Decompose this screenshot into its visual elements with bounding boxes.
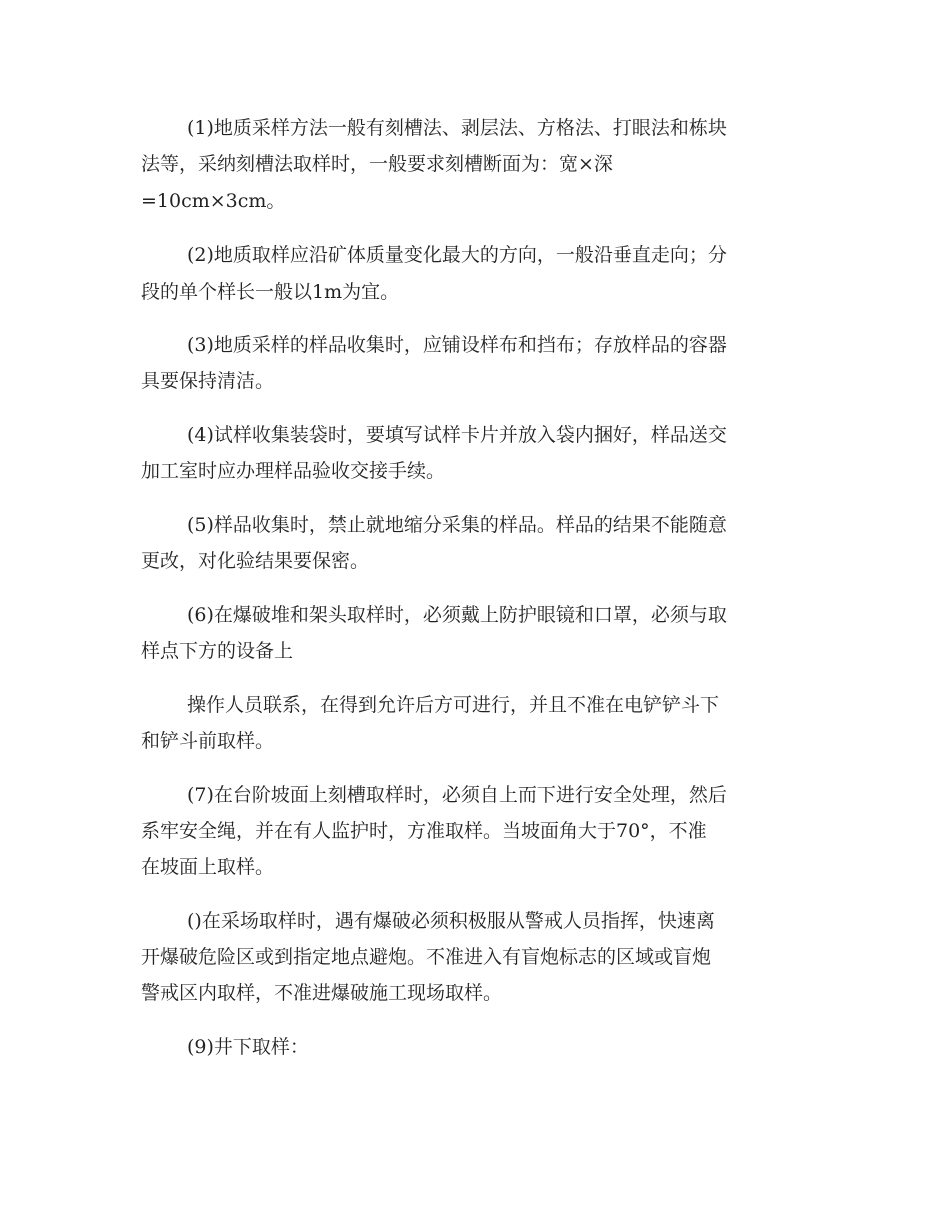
- paragraph-2-line-2: 段的单个样长一般以1m为宜。: [141, 281, 400, 303]
- paragraph-9-line-2: 开爆破危险区或到指定地点避炮。不准进入有盲炮标志的区域或盲炮: [141, 946, 712, 968]
- paragraph-9-line-3: 警戒区内取样，不准进爆破施工现场取样。: [141, 982, 503, 1004]
- paragraph-7-line-1: 操作人员联系，在得到允许后方可进行，并且不准在电铲铲斗下: [187, 694, 720, 716]
- paragraph-1-line-3: =10cm×3cm。: [141, 190, 286, 212]
- paragraph-1-line-1: (1)地质采样方法一般有刻槽法、剥层法、方格法、打眼法和栋块: [187, 117, 727, 139]
- paragraph-2-line-1: (2)地质取样应沿矿体质量变化最大的方向，一般沿垂直走向；分: [187, 244, 727, 266]
- paragraph-5-line-1: (5)样品收集时，禁止就地缩分采集的样品。样品的结果不能随意: [187, 514, 727, 536]
- paragraph-6-line-1: (6)在爆破堆和架头取样时，必须戴上防护眼镜和口罩，必须与取: [187, 604, 727, 626]
- paragraph-8-line-3: 在坡面上取样。: [141, 856, 275, 878]
- paragraph-5-line-2: 更改，对化验结果要保密。: [141, 550, 370, 572]
- paragraph-6-line-2: 样点下方的设备上: [141, 640, 294, 662]
- paragraph-10-line-1: (9)井下取样：: [187, 1036, 309, 1058]
- paragraph-8-line-1: (7)在台阶坡面上刻槽取样时，必须自上而下进行安全处理，然后: [187, 784, 727, 806]
- paragraph-4-line-1: (4)试样收集装袋时，要填写试样卡片并放入袋内捆好，样品送交: [187, 424, 727, 446]
- paragraph-3-line-1: (3)地质采样的样品收集时，应铺设样布和挡布；存放样品的容器: [187, 334, 727, 356]
- paragraph-3-line-2: 具要保持清洁。: [141, 370, 275, 392]
- paragraph-4-line-2: 加工室时应办理样品验收交接手续。: [141, 460, 446, 482]
- paragraph-9-line-1: ()在采场取样时，遇有爆破必须积极服从警戒人员指挥，快速离: [187, 910, 715, 932]
- paragraph-7-line-2: 和铲斗前取样。: [141, 730, 275, 752]
- paragraph-8-line-2: 系牢安全绳，并在有人监护时，方准取样。当坡面角大于70°，不准: [141, 820, 707, 842]
- paragraph-1-line-2: 法等，采纳刻槽法取样时，一般要求刻槽断面为：宽×深: [141, 153, 613, 175]
